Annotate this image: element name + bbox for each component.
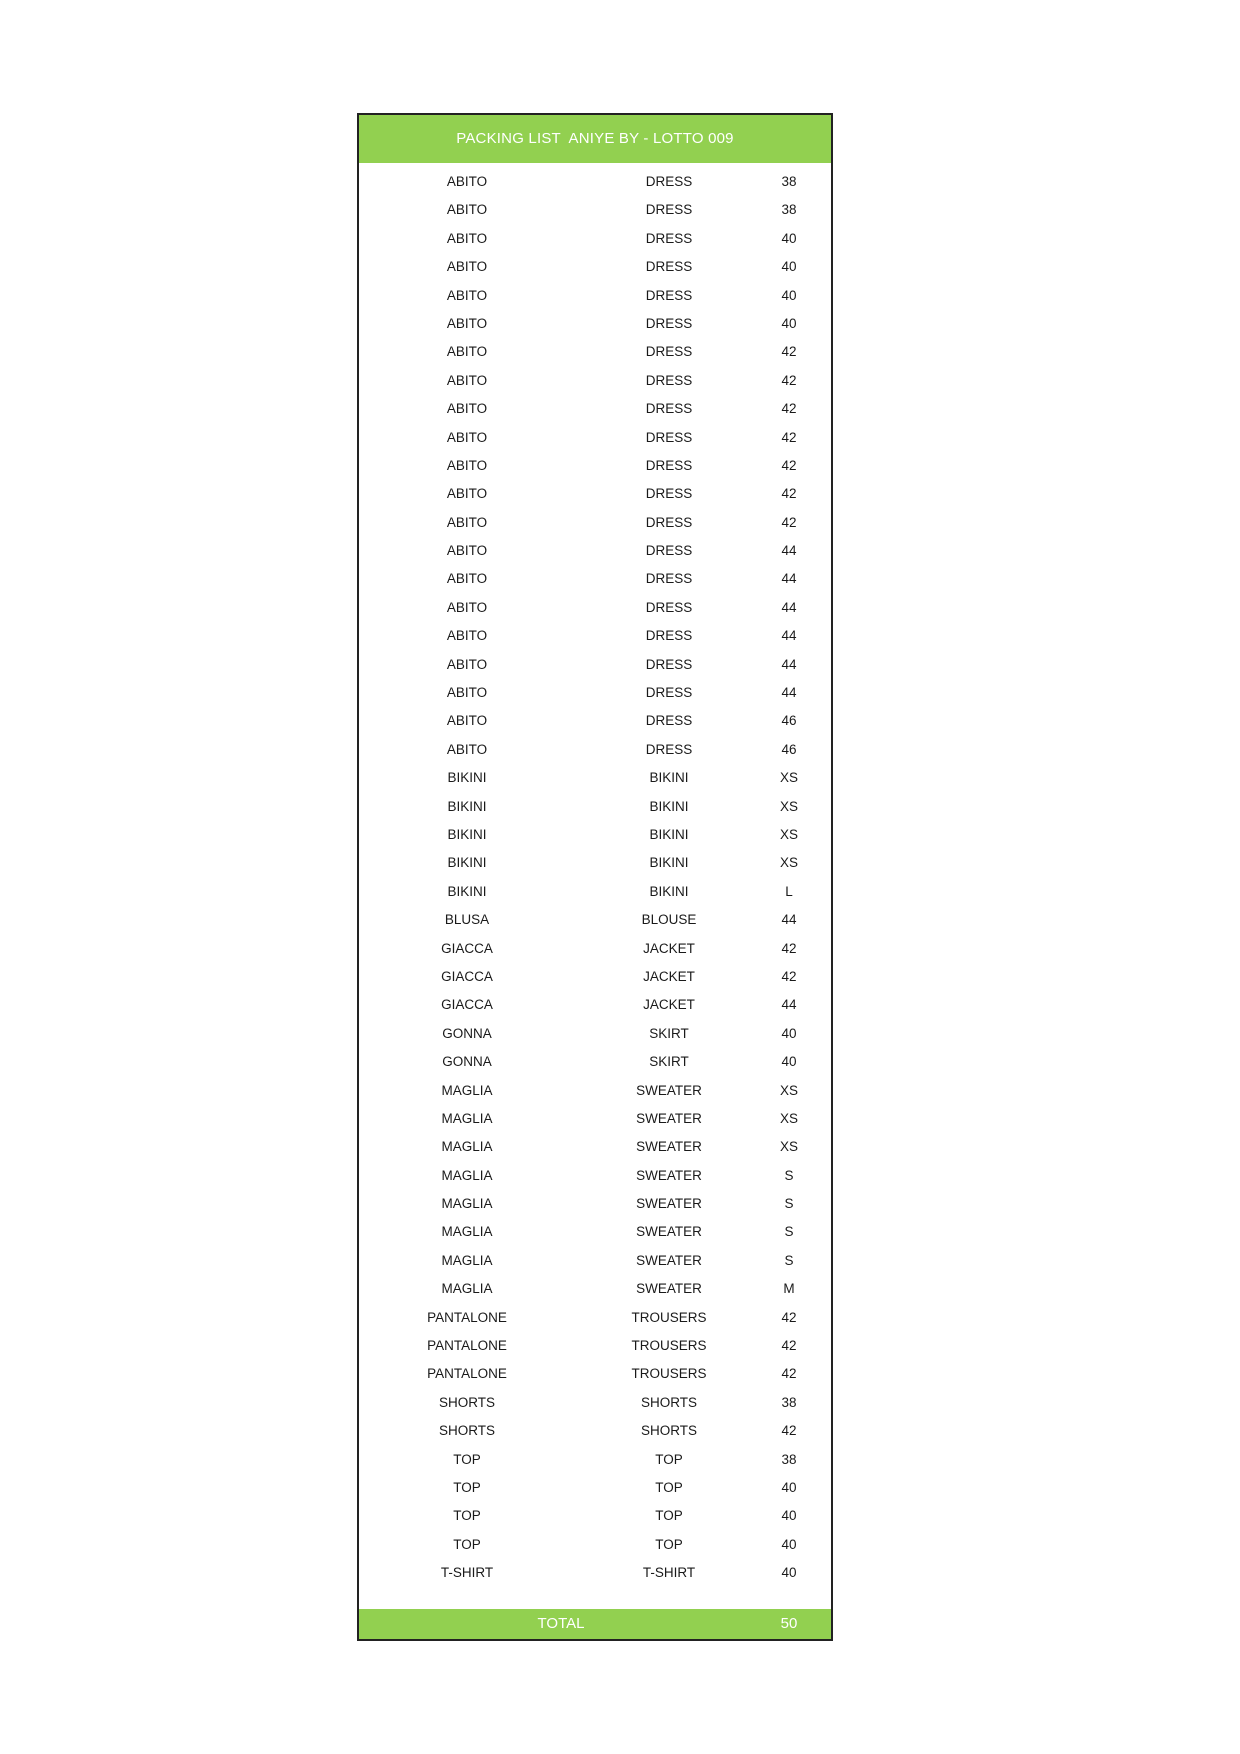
table-row xyxy=(359,651,831,679)
item-size: 42 xyxy=(781,401,797,417)
item-italian: ABITO xyxy=(446,315,488,331)
table-row xyxy=(359,594,831,622)
packing-list-sheet xyxy=(357,113,833,1641)
item-size: XS xyxy=(779,826,798,842)
item-italian: TOP xyxy=(453,1479,481,1495)
table-row xyxy=(359,793,831,821)
table-row xyxy=(359,1218,831,1246)
item-english: T-SHIRT xyxy=(642,1565,696,1581)
table-row xyxy=(359,1247,831,1275)
table-row xyxy=(359,935,831,963)
item-english: BIKINI xyxy=(649,770,689,786)
item-english: SWEATER xyxy=(636,1252,702,1268)
table-row xyxy=(359,1105,831,1133)
total-row xyxy=(359,1609,831,1639)
item-english: DRESS xyxy=(645,599,693,615)
item-italian: ABITO xyxy=(446,344,488,360)
item-english: SWEATER xyxy=(636,1196,702,1212)
table-row xyxy=(359,565,831,593)
item-english: DRESS xyxy=(645,315,693,331)
item-english: TROUSERS xyxy=(631,1338,707,1354)
item-italian: ABITO xyxy=(446,202,488,218)
item-italian: GIACCA xyxy=(441,940,493,956)
item-italian: ABITO xyxy=(446,571,488,587)
item-english: DRESS xyxy=(645,713,693,729)
item-italian: SHORTS xyxy=(438,1394,495,1410)
item-english: TROUSERS xyxy=(631,1366,707,1382)
item-size: 40 xyxy=(781,1025,797,1041)
item-size: 42 xyxy=(781,429,797,445)
item-italian: ABITO xyxy=(446,457,488,473)
item-size: 42 xyxy=(781,1423,797,1439)
item-italian: BIKINI xyxy=(447,883,487,899)
item-size: 40 xyxy=(781,1054,797,1070)
item-size: 40 xyxy=(781,287,797,303)
item-size: 42 xyxy=(781,1309,797,1325)
table-row xyxy=(359,1020,831,1048)
item-english: DRESS xyxy=(645,344,693,360)
table-row xyxy=(359,1048,831,1076)
packing-list-title: PACKING LIST ANIYE BY - LOTTO 009 xyxy=(359,115,831,163)
item-size: XS xyxy=(779,1082,798,1098)
item-size: 46 xyxy=(781,713,797,729)
item-italian: ABITO xyxy=(446,656,488,672)
item-italian: MAGLIA xyxy=(441,1281,493,1297)
table-row xyxy=(359,338,831,366)
item-size: 42 xyxy=(781,344,797,360)
item-italian: ABITO xyxy=(446,401,488,417)
item-english: JACKET xyxy=(643,997,695,1013)
item-english: SWEATER xyxy=(636,1110,702,1126)
table-row xyxy=(359,225,831,253)
item-size: 38 xyxy=(781,202,797,218)
item-size: 42 xyxy=(781,514,797,530)
total-label: TOTAL xyxy=(537,1615,585,1632)
item-english: DRESS xyxy=(645,401,693,417)
item-size: 44 xyxy=(781,912,797,928)
item-english: BLOUSE xyxy=(641,912,697,928)
table-row xyxy=(359,1275,831,1303)
table-row xyxy=(359,878,831,906)
item-italian: ABITO xyxy=(446,259,488,275)
item-english: BIKINI xyxy=(649,826,689,842)
table-row xyxy=(359,1133,831,1161)
item-size: S xyxy=(784,1196,794,1212)
item-size: 40 xyxy=(781,1536,797,1552)
item-italian: MAGLIA xyxy=(441,1082,493,1098)
item-size: L xyxy=(785,883,793,899)
table-row xyxy=(359,509,831,537)
table-row xyxy=(359,707,831,735)
item-italian: ABITO xyxy=(446,741,488,757)
item-english: SHORTS xyxy=(640,1423,697,1439)
item-italian: ABITO xyxy=(446,543,488,559)
item-english: SWEATER xyxy=(636,1224,702,1240)
item-italian: SHORTS xyxy=(438,1423,495,1439)
table-row xyxy=(359,821,831,849)
item-english: DRESS xyxy=(645,230,693,246)
table-row xyxy=(359,764,831,792)
item-size: 44 xyxy=(781,543,797,559)
item-size: 44 xyxy=(781,599,797,615)
item-english: DRESS xyxy=(645,543,693,559)
item-english: DRESS xyxy=(645,571,693,587)
item-english: DRESS xyxy=(645,656,693,672)
item-size: 44 xyxy=(781,571,797,587)
item-italian: TOP xyxy=(453,1451,481,1467)
item-size: 44 xyxy=(781,656,797,672)
table-row xyxy=(359,1446,831,1474)
item-size: 46 xyxy=(781,741,797,757)
table-row xyxy=(359,849,831,877)
item-italian: MAGLIA xyxy=(441,1110,493,1126)
item-size: 40 xyxy=(781,230,797,246)
table-row xyxy=(359,1389,831,1417)
item-english: BIKINI xyxy=(649,855,689,871)
item-english: SHORTS xyxy=(640,1394,697,1410)
item-italian: BLUSA xyxy=(444,912,490,928)
item-italian: PANTALONE xyxy=(427,1366,507,1382)
item-english: TROUSERS xyxy=(631,1309,707,1325)
item-english: TOP xyxy=(655,1451,683,1467)
item-english: DRESS xyxy=(645,174,693,189)
table-row xyxy=(359,253,831,281)
item-english: TOP xyxy=(655,1479,683,1495)
item-italian: ABITO xyxy=(446,230,488,246)
table-row xyxy=(359,906,831,934)
item-english: DRESS xyxy=(645,514,693,530)
item-english: TOP xyxy=(655,1536,683,1552)
table-row xyxy=(359,282,831,310)
item-italian: MAGLIA xyxy=(441,1224,493,1240)
item-italian: BIKINI xyxy=(447,826,487,842)
item-italian: MAGLIA xyxy=(441,1139,493,1155)
table-row xyxy=(359,310,831,338)
item-size: 44 xyxy=(781,628,797,644)
item-italian: BIKINI xyxy=(447,798,487,814)
table-row xyxy=(359,1502,831,1530)
item-italian: MAGLIA xyxy=(441,1196,493,1212)
item-italian: ABITO xyxy=(446,685,488,701)
item-size: 42 xyxy=(781,457,797,473)
item-size: XS xyxy=(779,1110,798,1126)
item-size: 42 xyxy=(781,1338,797,1354)
item-italian: T-SHIRT xyxy=(440,1565,494,1581)
packing-list-rows xyxy=(359,168,831,1588)
item-italian: ABITO xyxy=(446,287,488,303)
item-english: SWEATER xyxy=(636,1167,702,1183)
item-english: DRESS xyxy=(645,287,693,303)
item-italian: GIACCA xyxy=(441,997,493,1013)
item-size: M xyxy=(783,1281,795,1297)
item-italian: PANTALONE xyxy=(427,1309,507,1325)
item-italian: PANTALONE xyxy=(427,1338,507,1354)
item-size: S xyxy=(784,1224,794,1240)
item-italian: TOP xyxy=(453,1536,481,1552)
item-size: 42 xyxy=(781,372,797,388)
table-row xyxy=(359,1474,831,1502)
table-row xyxy=(359,622,831,650)
item-italian: ABITO xyxy=(446,599,488,615)
item-english: DRESS xyxy=(645,259,693,275)
table-row xyxy=(359,537,831,565)
item-italian: ABITO xyxy=(446,174,488,189)
item-size: 40 xyxy=(781,1565,797,1581)
item-size: 44 xyxy=(781,685,797,701)
item-english: DRESS xyxy=(645,685,693,701)
item-size: 38 xyxy=(781,1451,797,1467)
table-row xyxy=(359,395,831,423)
item-english: SKIRT xyxy=(649,1054,689,1070)
table-row xyxy=(359,452,831,480)
table-row xyxy=(359,1417,831,1445)
table-row xyxy=(359,1162,831,1190)
item-english: DRESS xyxy=(645,628,693,644)
item-size: 42 xyxy=(781,486,797,502)
item-italian: GONNA xyxy=(442,1054,492,1070)
table-row xyxy=(359,1559,831,1587)
item-english: TOP xyxy=(655,1508,683,1524)
item-english: BIKINI xyxy=(649,883,689,899)
item-english: DRESS xyxy=(645,429,693,445)
item-english: SKIRT xyxy=(649,1025,689,1041)
item-english: SWEATER xyxy=(636,1281,702,1297)
item-size: 40 xyxy=(781,1479,797,1495)
item-english: SWEATER xyxy=(636,1139,702,1155)
item-size: XS xyxy=(779,855,798,871)
item-english: DRESS xyxy=(645,486,693,502)
item-size: S xyxy=(784,1252,794,1268)
item-italian: ABITO xyxy=(446,628,488,644)
item-english: JACKET xyxy=(643,940,695,956)
table-row xyxy=(359,736,831,764)
table-row xyxy=(359,1360,831,1388)
item-italian: ABITO xyxy=(446,429,488,445)
item-size: 38 xyxy=(781,174,797,189)
table-row xyxy=(359,991,831,1019)
item-english: DRESS xyxy=(645,457,693,473)
item-size: S xyxy=(784,1167,794,1183)
item-size: XS xyxy=(779,1139,798,1155)
table-row xyxy=(359,963,831,991)
table-row xyxy=(359,1531,831,1559)
table-row xyxy=(359,367,831,395)
item-size: 44 xyxy=(781,997,797,1013)
item-size: 42 xyxy=(781,1366,797,1382)
item-italian: ABITO xyxy=(446,486,488,502)
table-row xyxy=(359,1304,831,1332)
total-value: 50 xyxy=(780,1615,798,1632)
item-english: BIKINI xyxy=(649,798,689,814)
table-row xyxy=(359,196,831,224)
item-size: 40 xyxy=(781,259,797,275)
item-italian: ABITO xyxy=(446,713,488,729)
item-size: 40 xyxy=(781,1508,797,1524)
table-row xyxy=(359,1077,831,1105)
table-row xyxy=(359,168,831,196)
item-italian: BIKINI xyxy=(447,770,487,786)
item-english: DRESS xyxy=(645,372,693,388)
item-italian: MAGLIA xyxy=(441,1167,493,1183)
item-italian: GONNA xyxy=(442,1025,492,1041)
item-english: DRESS xyxy=(645,741,693,757)
item-size: 40 xyxy=(781,315,797,331)
item-italian: GIACCA xyxy=(441,968,493,984)
item-italian: ABITO xyxy=(446,372,488,388)
item-size: 42 xyxy=(781,940,797,956)
table-row xyxy=(359,1190,831,1218)
item-italian: ABITO xyxy=(446,514,488,530)
item-italian: BIKINI xyxy=(447,855,487,871)
table-row xyxy=(359,679,831,707)
item-italian: TOP xyxy=(453,1508,481,1524)
item-italian: MAGLIA xyxy=(441,1252,493,1268)
item-english: DRESS xyxy=(645,202,693,218)
item-size: 42 xyxy=(781,968,797,984)
table-row xyxy=(359,424,831,452)
table-row xyxy=(359,1332,831,1360)
table-row xyxy=(359,480,831,508)
item-english: SWEATER xyxy=(636,1082,702,1098)
item-size: 38 xyxy=(781,1394,797,1410)
item-english: JACKET xyxy=(643,968,695,984)
item-size: XS xyxy=(779,798,798,814)
item-size: XS xyxy=(779,770,798,786)
